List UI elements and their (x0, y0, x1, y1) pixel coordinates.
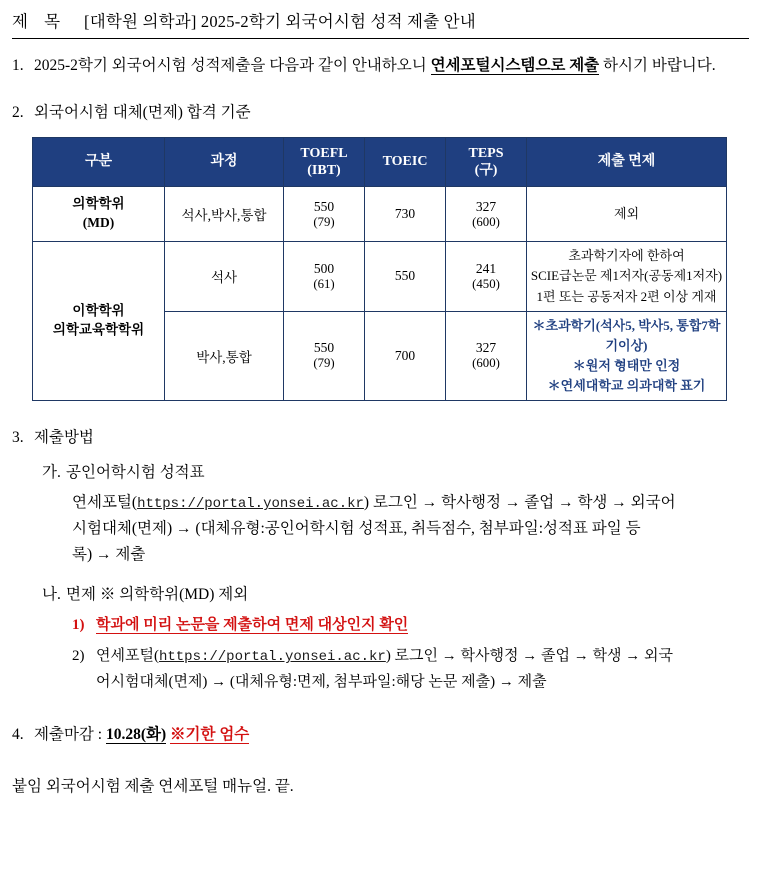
portal-suffix-b: ) 로그인 → 학사행정 → 졸업 → 학생 → 외국 (385, 648, 673, 665)
item-3 (12, 425, 749, 450)
portal-suffix-a: ) 로그인 → 학사행정 → 졸업 → 학생 → 외국어 (363, 494, 676, 512)
submission-b-point-2-number: 2) (72, 648, 85, 665)
item-2-body: 외국어시험 대체(면제) 합격 기준 (34, 104, 251, 122)
row-2-exemption: 초과학기자에 한하여 SCIE급논문 제1저자(공동제1저자) 1편 또는 공동저자 2편 이상 게재 (527, 242, 727, 311)
item-1-highlight: 연세포털시스템으로 제출 (430, 57, 600, 74)
portal-prefix-a: 연세포털( (72, 494, 138, 512)
item-2 (12, 100, 749, 125)
row-1-category: 의학학위 (MD) (33, 187, 165, 242)
item-1-body (34, 53, 749, 78)
attachment-note: 붙임 외국어시험 제출 연세포털 매뉴얼. 끝. (12, 777, 294, 795)
table-body (33, 187, 727, 401)
deadline-label: 제출마감 : (34, 726, 106, 744)
row-2-toeic: 550 (365, 242, 446, 311)
table-row (33, 187, 727, 242)
deadline-date: 10.28(화) (105, 726, 167, 744)
item-3-body: 제출방법 (34, 429, 94, 447)
item-4-body (34, 722, 749, 747)
item-1-number: 1. (12, 57, 24, 74)
row-2-toefl: 500 (61) (284, 242, 365, 311)
row-3-exemption: ＊초과학기(석사5, 박사5, 통합7학기이상) ＊원저 형태만 인정 ＊연세대학교 의과대학 표기 (527, 311, 727, 401)
submission-a-detail (72, 490, 749, 568)
submission-b-point-1-number: 1) (72, 617, 85, 634)
row-1-teps: 327 (600) (446, 187, 527, 242)
item-2-number: 2. (12, 104, 24, 122)
th-exemption: 제출 면제 (527, 138, 727, 187)
submission-b (42, 582, 749, 608)
row-2-teps: 241 (450) (446, 242, 527, 311)
grade-table-wrap (32, 137, 749, 401)
item-1-text-before: 2025-2학기 외국어시험 성적제출을 다음과 같이 안내하오니 (34, 57, 431, 74)
submission-a-title: 공인어학시험 성적표 (66, 464, 205, 482)
portal-link-a[interactable]: https://portal.yonsei.ac.kr (137, 496, 364, 513)
th-course: 과정 (165, 138, 284, 187)
row-2-category: 이학학위 의학교육학학위 (33, 242, 165, 401)
submission-b-point-1 (72, 613, 749, 638)
portal-link-b[interactable]: https://portal.yonsei.ac.kr (158, 649, 386, 666)
document-page (0, 8, 761, 876)
item-4-number: 4. (12, 726, 24, 744)
table-row (33, 242, 727, 311)
row-3-teps: 327 (600) (446, 311, 527, 401)
submission-b-point-1-text: 학과에 미리 논문을 제출하여 면제 대상인지 확인 (96, 617, 409, 634)
grade-criteria-table (32, 137, 727, 401)
item-1 (12, 53, 749, 78)
row-2-course: 석사 (165, 242, 284, 311)
submission-a (42, 460, 749, 486)
submission-a-line3: 록) → 제출 (72, 545, 146, 563)
submission-a-line2: 시험대체(면제) → (대체유형:공인어학시험 성적표, 취득점수, 첨부파일:성적표 파일 등 (72, 520, 641, 538)
page-title: [대학원 의학과] 2025-2학기 외국어시험 성적 제출 안내 (84, 12, 476, 31)
row-1-toefl: 550 (79) (284, 187, 365, 242)
row-1-exemption: 제외 (527, 187, 727, 242)
submission-a-marker: 가. (42, 464, 61, 482)
table-header-row (33, 138, 727, 187)
submission-b-marker: 나. (42, 585, 61, 603)
row-1-course: 석사,박사,통합 (165, 187, 284, 242)
th-toefl: TOEFL (IBT) (284, 138, 365, 187)
document-header (12, 8, 749, 39)
row-3-toefl: 550 (79) (284, 311, 365, 401)
th-toeic: TOEIC (365, 138, 446, 187)
submission-b-point-2-line2: 어시험대체(면제) → (대체유형:면제, 첨부파일:해당 논문 제출) → 제출 (96, 673, 547, 690)
th-category: 구분 (33, 138, 165, 187)
item-4 (12, 722, 749, 747)
deadline-note: ※기한 엄수 (170, 726, 250, 744)
portal-prefix-b: 연세포털( (96, 648, 159, 665)
submission-b-title: 면제 ※ 의학학위(MD) 제외 (66, 585, 249, 603)
th-teps: TEPS (구) (446, 138, 527, 187)
table-head (33, 138, 727, 187)
item-1-text-after: 하시기 바랍니다. (599, 57, 716, 74)
row-3-toeic: 700 (365, 311, 446, 401)
header-label: 제 목 (12, 12, 67, 31)
row-3-course: 박사,통합 (165, 311, 284, 401)
submission-b-point-2 (72, 644, 749, 694)
item-3-number: 3. (12, 429, 24, 447)
row-1-toeic: 730 (365, 187, 446, 242)
